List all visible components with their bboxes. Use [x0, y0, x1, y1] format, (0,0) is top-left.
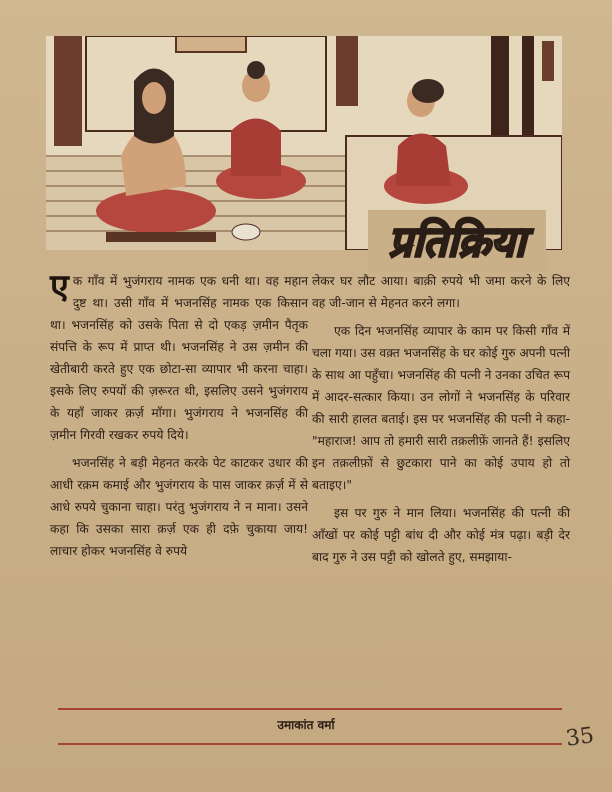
top-divider	[58, 708, 562, 710]
page-number: 35	[564, 723, 596, 752]
left-paragraph-2: भजनसिंह ने बड़ी मेहनत करके पेट काटकर उधार की आधी रक़म कमाई और भुजंगराय के पास जाकर क़र्ज़ में से आधे रुपये चुकाना चाहा। परंतु भुजंगराय ने न माना। उसने कहा कि उसका सारा क़र्ज़ एक ही दफ़े चुकाया जाय! लाचार होकर भजनसिंह वे रुपये	[50, 456, 308, 558]
left-paragraph-1-text: क गाँव में भुजंगराय नामक एक धनी था। वह महान दुष्ट था। उसी गाँव में भजनसिंह नामक एक किसान था। भजनसिंह को उसके पिता से दो एकड़ ज़मीन पैतृक संपत्ति के रूप में प्राप्त थी। भजनसिंह ने उस ज़मीन की खेतीबारी करते हुए एक छोटा-सा व्यापार भी करना चाहा। इसके लिए रुपयों की ज़रूरत थी, इसलिए उसने भुजंगराय के यहाँ जाकर क़र्ज़ माँगा। भुजंगराय ने भजनसिंह की ज़मीन गिरवी रखकर रुपये दिये।	[50, 274, 308, 442]
right-paragraph-3: इस पर गुरु ने मान लिया। भजनसिंह की पत्नी की आँखों पर कोई पट्टी बांध दी और कोई मंत्र पढ़ा। बड़ी देर बाद गुरु ने उस पट्टी को खोलते हुए, समझाया-	[312, 506, 570, 564]
right-column	[312, 270, 570, 574]
story-title-logo	[368, 210, 546, 272]
right-paragraph-2: एक दिन भजनसिंह व्यापार के काम पर किसी गाँव में चला गया। उस वक़्त भजनसिंह के घर कोई गुरु अपनी पत्नी के साथ आ पहुँचा। भजनसिंह की पत्नी ने उनका उचित रूप में आदर-सत्कार किया। उन लोगों ने भजनसिंह के परिवार की सारी हालत बताई। इस पर भजनसिंह की पत्नी ने कहा-"महाराज! आप तो हमारी सारी तक़लीफ़ें जानते हैं! इसलिए इन तक़लीफ़ों से छुटकारा पाने का कोई उपाय हो तो बताइए।"	[312, 324, 570, 492]
left-column	[50, 267, 308, 568]
right-paragraph-1: लेकर घर लौट आया। बाक़ी रुपये भी जमा करने के लिए वह जी-जान से मेहनत करने लगा।	[312, 274, 570, 310]
author-name: उमाकांत वर्मा	[277, 718, 335, 732]
story-title: प्रतिक्रिया	[388, 217, 526, 266]
left-paragraph-1	[50, 267, 308, 446]
bottom-divider	[58, 743, 562, 745]
dropcap: ए	[50, 267, 69, 307]
